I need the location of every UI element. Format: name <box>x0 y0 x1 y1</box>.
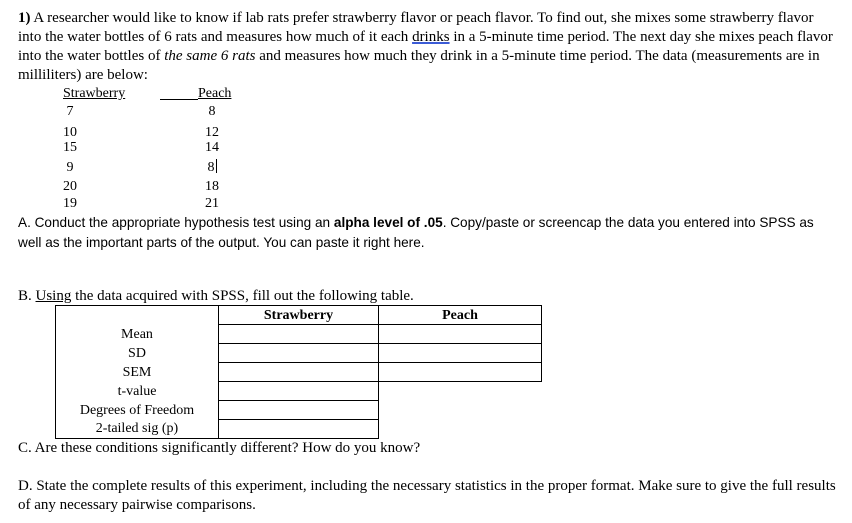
stats-table <box>55 305 542 439</box>
p-value-cell[interactable] <box>219 420 379 439</box>
alpha-level: alpha level of .05 <box>333 215 443 230</box>
strawberry-value: 19 <box>63 196 77 211</box>
strawberry-value: 15 <box>63 140 77 155</box>
strawberry-value: 20 <box>63 179 77 194</box>
mean-strawberry-cell[interactable] <box>219 325 379 344</box>
peach-value: 14 <box>205 140 219 155</box>
table-row <box>56 325 542 344</box>
text-cursor <box>216 159 217 173</box>
header-underline-gap <box>160 99 198 100</box>
table-row <box>56 382 542 401</box>
row-label-p: 2-tailed sig (p) <box>56 420 219 439</box>
table-corner-cell <box>56 306 219 325</box>
intro-drinks-word: drinks <box>412 29 450 45</box>
part-c-text: C. Are these conditions significantly different? How do you know? <box>18 440 421 456</box>
table-row <box>56 344 542 363</box>
t-value-cell[interactable] <box>219 382 379 401</box>
peach-value: 21 <box>205 196 219 211</box>
row-label-t-value: t-value <box>56 382 219 401</box>
sem-strawberry-cell[interactable] <box>219 363 379 382</box>
table-row <box>56 401 542 420</box>
empty-cell <box>379 382 542 401</box>
df-cell[interactable] <box>219 401 379 420</box>
intro-text-c: and measures how much they drink in a 5-minute time period. The data (measurements are in milliliters) are below: <box>18 48 820 83</box>
part-b-text: B. Using the data acquired with SPSS, fill out the following table. <box>18 288 414 304</box>
row-label-df: Degrees of Freedom <box>56 401 219 420</box>
peach-value: 18 <box>205 179 219 194</box>
table-header-row <box>56 306 542 325</box>
intro-text-b: in a 5-minute time period. The next day she mixes peach flavor into the water bottles of <box>18 29 833 64</box>
sd-peach-cell[interactable] <box>379 344 542 363</box>
mean-peach-cell[interactable] <box>379 325 542 344</box>
intro-italic: the same 6 rats <box>164 48 256 64</box>
question-intro <box>18 9 838 85</box>
strawberry-value: 10 <box>63 125 77 140</box>
peach-value-with-cursor: 8 <box>207 160 215 175</box>
sem-peach-cell[interactable] <box>379 363 542 382</box>
sd-strawberry-cell[interactable] <box>219 344 379 363</box>
row-label-mean: Mean <box>56 325 219 344</box>
col-header-peach: Peach <box>379 306 542 325</box>
row-label-sem: SEM <box>56 363 219 382</box>
header-peach: Peach <box>198 86 232 101</box>
peach-value: 12 <box>205 125 219 140</box>
peach-value: 8 <box>208 104 216 119</box>
col-header-strawberry: Strawberry <box>219 306 379 325</box>
empty-cell <box>379 420 542 439</box>
part-a-text: A. Conduct the appropriate hypothesis test using an alpha level of .05. Copy/paste or screencap the data you entered into SPSS as well as the important parts of the output. You can paste it right here. <box>18 215 814 250</box>
using-word: Using <box>35 288 72 304</box>
row-label-sd: SD <box>56 344 219 363</box>
header-strawberry: Strawberry <box>63 86 126 101</box>
intro-text-a: A researcher would like to know if lab rats prefer strawberry flavor or peach flavor. To find out, she mixes some strawberry flavor into the water bottles of 6 rats and measures how much of it each <box>18 10 814 45</box>
question-number: 1) <box>18 10 31 26</box>
empty-cell <box>379 401 542 420</box>
strawberry-value: 7 <box>66 104 74 119</box>
part-d-text: D. State the complete results of this experiment, including the necessary statistics in the proper format. Make sure to give the full results of any necessary pairwise comparisons. <box>18 478 836 513</box>
strawberry-value: 9 <box>66 160 74 175</box>
table-row <box>56 420 542 439</box>
table-row <box>56 363 542 382</box>
